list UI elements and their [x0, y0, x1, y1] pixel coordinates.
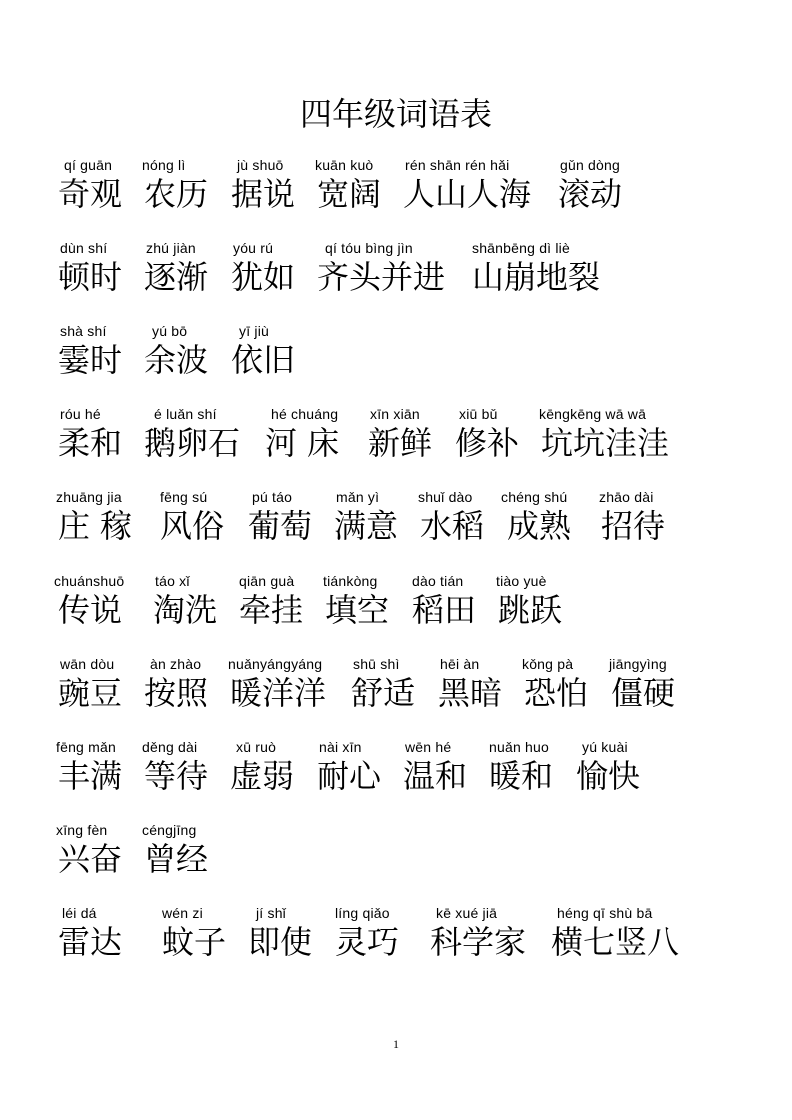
word-hanzi: 丰满 [58, 757, 123, 795]
word-pinyin: chuánshuō [54, 573, 125, 589]
word-hanzi: 恐怕 [524, 674, 589, 712]
word-pinyin: shū shì [353, 656, 400, 672]
word-pinyin: rén shān rén hǎi [405, 157, 510, 173]
word-pinyin: nài xīn [319, 739, 362, 755]
page-title: 四年级词语表 [299, 95, 492, 133]
word-hanzi: 新鲜 [368, 424, 433, 462]
word-pinyin: kǒng pà [522, 656, 574, 672]
word-pinyin: é luǎn shí [154, 406, 217, 422]
word-hanzi: 山崩地裂 [472, 258, 601, 296]
word-pinyin: fēng mǎn [56, 739, 116, 755]
word-pinyin: hēi àn [440, 656, 480, 672]
word-group [0, 738, 792, 818]
word-hanzi: 温和 [403, 757, 468, 795]
word-hanzi: 舒适 [351, 674, 416, 712]
word-pinyin: děng dài [142, 739, 198, 755]
word-hanzi: 灵巧 [335, 923, 400, 961]
page-number: 1 [393, 1037, 399, 1051]
word-hanzi: 淘洗 [153, 591, 218, 629]
word-hanzi: 蚊子 [162, 923, 227, 961]
word-group [0, 156, 792, 236]
word-pinyin: hé chuáng [271, 406, 339, 422]
word-group [0, 239, 792, 319]
word-hanzi: 滚动 [558, 175, 623, 213]
word-hanzi: 招待 [601, 507, 666, 545]
word-hanzi: 等待 [144, 757, 209, 795]
word-hanzi: 稻田 [412, 591, 477, 629]
word-pinyin: zhuāng jia [56, 489, 122, 505]
word-pinyin: kuān kuò [315, 157, 374, 173]
word-pinyin: tiào yuè [496, 573, 547, 589]
word-hanzi: 豌豆 [58, 674, 123, 712]
word-hanzi: 宽阔 [317, 175, 382, 213]
word-hanzi: 河 床 [265, 424, 340, 462]
word-group [0, 405, 792, 485]
word-hanzi: 霎时 [58, 341, 123, 379]
word-hanzi: 曾经 [144, 840, 209, 878]
word-hanzi: 暖和 [489, 757, 554, 795]
word-hanzi: 虚弱 [230, 757, 295, 795]
word-pinyin: shānbēng dì liè [472, 240, 570, 256]
word-pinyin: shuǐ dào [418, 489, 473, 505]
word-hanzi: 据说 [231, 175, 296, 213]
word-hanzi: 奇观 [58, 175, 123, 213]
word-pinyin: pú táo [252, 489, 293, 505]
word-pinyin: wān dòu [60, 656, 115, 672]
word-hanzi: 兴奋 [58, 840, 123, 878]
word-hanzi: 耐心 [317, 757, 382, 795]
word-pinyin: dào tián [412, 573, 464, 589]
word-hanzi: 雷达 [58, 923, 123, 961]
word-pinyin: nuǎnyángyáng [228, 656, 323, 672]
word-hanzi: 横七竖八 [551, 923, 680, 961]
word-pinyin: mǎn yì [336, 489, 380, 505]
word-pinyin: zhú jiàn [146, 240, 196, 256]
word-hanzi: 依旧 [231, 341, 296, 379]
word-pinyin: dùn shí [60, 240, 108, 256]
word-pinyin: yóu rú [233, 240, 274, 256]
word-pinyin: yú bō [152, 323, 188, 339]
word-pinyin: xīn xiān [370, 406, 420, 422]
word-hanzi: 柔和 [58, 424, 123, 462]
word-hanzi: 暖洋洋 [230, 674, 327, 712]
word-pinyin: jí shǐ [256, 905, 286, 921]
word-hanzi: 黑暗 [438, 674, 503, 712]
word-hanzi: 传说 [58, 591, 123, 629]
word-pinyin: qí guān [64, 157, 113, 173]
word-pinyin: jù shuō [237, 157, 284, 173]
word-hanzi: 水稻 [420, 507, 485, 545]
word-pinyin: fēng sú [160, 489, 208, 505]
word-hanzi: 即使 [248, 923, 313, 961]
word-hanzi: 鹅卵石 [144, 424, 241, 462]
word-pinyin: xīng fèn [56, 822, 108, 838]
word-pinyin: zhāo dài [599, 489, 654, 505]
word-pinyin: yú kuài [582, 739, 628, 755]
word-group [0, 572, 792, 652]
word-hanzi: 牵挂 [239, 591, 304, 629]
word-pinyin: líng qiǎo [335, 905, 390, 921]
word-hanzi: 坑坑洼洼 [541, 424, 670, 462]
word-pinyin: héng qī shù bā [557, 905, 653, 921]
word-pinyin: qiān guà [239, 573, 295, 589]
word-hanzi: 僵硬 [611, 674, 676, 712]
word-pinyin: kēngkēng wā wā [539, 406, 647, 422]
word-hanzi: 修补 [455, 424, 520, 462]
word-hanzi: 填空 [325, 591, 390, 629]
word-pinyin: nóng lì [142, 157, 186, 173]
word-hanzi: 人山人海 [403, 175, 532, 213]
word-hanzi: 跳跃 [498, 591, 563, 629]
word-group [0, 655, 792, 735]
word-pinyin: wén zi [162, 905, 203, 921]
word-pinyin: xiū bǔ [459, 406, 498, 422]
word-hanzi: 逐渐 [144, 258, 209, 296]
word-hanzi: 成熟 [507, 507, 572, 545]
word-pinyin: àn zhào [150, 656, 202, 672]
word-pinyin: qí tóu bìng jìn [325, 240, 413, 256]
word-hanzi: 风俗 [160, 507, 225, 545]
word-hanzi: 齐头并进 [317, 258, 446, 296]
word-hanzi: 余波 [144, 341, 209, 379]
word-hanzi: 农历 [144, 175, 209, 213]
word-hanzi: 犹如 [231, 258, 296, 296]
word-pinyin: shà shí [60, 323, 107, 339]
word-pinyin: xū ruò [236, 739, 277, 755]
word-hanzi: 葡萄 [248, 507, 313, 545]
word-pinyin: léi dá [62, 905, 97, 921]
word-group [0, 821, 792, 901]
word-pinyin: táo xǐ [155, 573, 190, 589]
word-pinyin: céngjīng [142, 822, 197, 838]
word-pinyin: nuǎn huo [489, 739, 549, 755]
word-hanzi: 满意 [334, 507, 399, 545]
word-group [0, 488, 792, 568]
word-group [0, 904, 792, 984]
word-pinyin: chéng shú [501, 489, 568, 505]
word-hanzi: 科学家 [430, 923, 527, 961]
word-pinyin: jiāngyìng [609, 656, 667, 672]
word-pinyin: wēn hé [405, 739, 452, 755]
word-pinyin: kē xué jiā [436, 905, 498, 921]
word-pinyin: róu hé [60, 406, 101, 422]
word-pinyin: tiánkòng [323, 573, 378, 589]
word-hanzi: 庄 稼 [58, 507, 133, 545]
word-hanzi: 顿时 [58, 258, 123, 296]
word-pinyin: gǔn dòng [560, 157, 620, 173]
word-hanzi: 愉快 [576, 757, 641, 795]
word-pinyin: yī jiù [239, 323, 269, 339]
word-hanzi: 按照 [144, 674, 209, 712]
word-group [0, 322, 792, 402]
